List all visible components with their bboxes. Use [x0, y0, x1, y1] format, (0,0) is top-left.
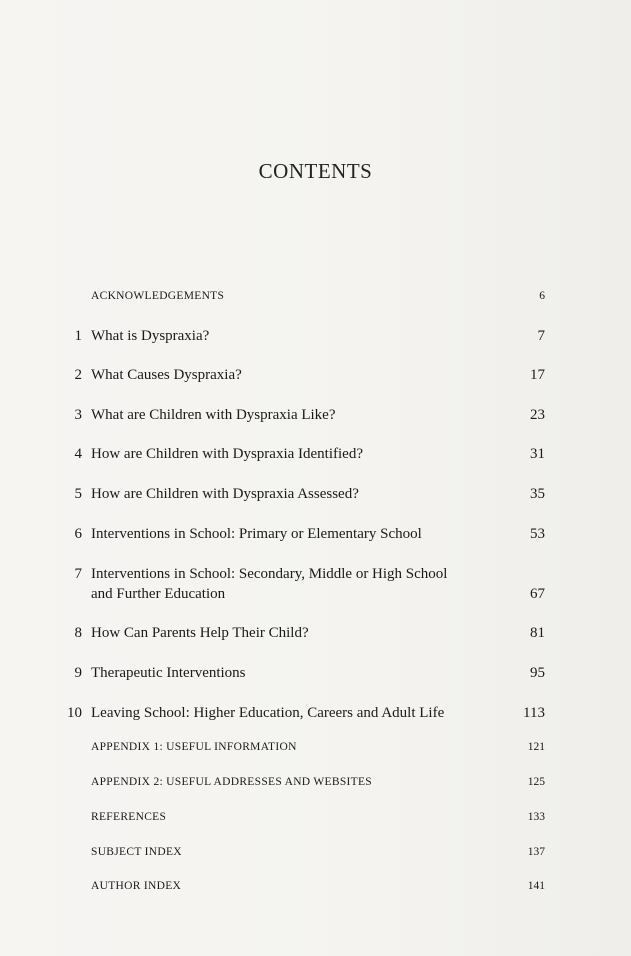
toc-entry-page: 6: [539, 290, 545, 302]
toc-entry-number: 10: [67, 705, 82, 721]
toc-entry-label: What Causes Dyspraxia?: [91, 367, 242, 383]
toc-entry-number: 3: [74, 407, 82, 423]
toc-entry-page: 125: [527, 776, 545, 788]
toc-entry-label: ACKNOWLEDGEMENTS: [91, 290, 225, 302]
toc-entry-label: How are Children with Dyspraxia Identified?: [91, 446, 363, 462]
toc-entry-number: 2: [74, 367, 82, 383]
toc-entry-label: APPENDIX 1: USEFUL INFORMATION: [91, 741, 297, 753]
toc-entry-label: What are Children with Dyspraxia Like?: [91, 407, 336, 423]
toc-entry-page: 137: [527, 846, 545, 858]
toc-entry-label: How are Children with Dyspraxia Assessed?: [91, 486, 359, 502]
toc-entry-page: 67: [530, 586, 545, 602]
toc-entry-page: 95: [530, 665, 545, 681]
toc-entry-label: AUTHOR INDEX: [91, 880, 182, 892]
toc-entry-page: 81: [530, 625, 545, 641]
page-title: CONTENTS: [258, 159, 373, 183]
toc-entry-page: 53: [530, 526, 545, 542]
toc-entry-number: 7: [74, 566, 82, 582]
toc-entry-label: What is Dyspraxia?: [91, 328, 210, 344]
toc-entry-number: 8: [74, 625, 82, 641]
toc-entry-number: 5: [74, 486, 82, 502]
toc-entry-number: 9: [74, 665, 82, 681]
toc-entry-page: 23: [530, 407, 545, 423]
toc-entry-label: REFERENCES: [91, 811, 167, 823]
toc-entry-number: 6: [74, 526, 82, 542]
toc-entry-page: 7: [537, 328, 545, 344]
toc-entry-page: 133: [527, 811, 545, 823]
toc-entry-page: 141: [527, 880, 545, 892]
toc-entry-label: APPENDIX 2: USEFUL ADDRESSES AND WEBSITES: [91, 776, 372, 788]
toc-entry-label: Interventions in School: Primary or Elementary School: [91, 526, 422, 542]
toc-entry-label: How Can Parents Help Their Child?: [91, 625, 309, 641]
toc-entry-page: 17: [530, 367, 545, 383]
toc-entry-label: SUBJECT INDEX: [91, 846, 182, 858]
toc-entry-page: 113: [523, 705, 545, 721]
toc-entry-label-line-2: and Further Education: [91, 586, 226, 602]
toc-entry-number: 4: [74, 446, 82, 462]
toc-entry-label: Leaving School: Higher Education, Careers and Adult Life: [91, 705, 445, 721]
toc-entry-page: 35: [530, 486, 545, 502]
toc-entry-page: 31: [530, 446, 545, 462]
toc-entry-label: Therapeutic Interventions: [91, 665, 246, 681]
toc-entry-number: 1: [74, 328, 82, 344]
toc-entry-page: 121: [527, 741, 545, 753]
toc-entry-label-line-1: Interventions in School: Secondary, Middle or High School: [91, 566, 448, 582]
